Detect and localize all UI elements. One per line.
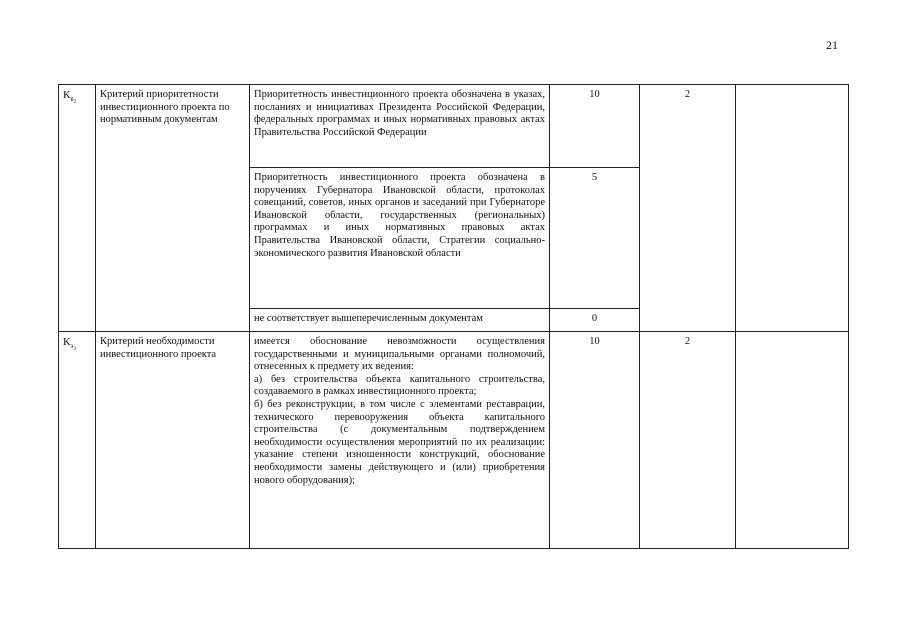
page-number: 21 (826, 38, 838, 52)
option-score-cell (550, 332, 640, 549)
option-score-cell (550, 309, 640, 332)
option-description-cell (250, 332, 550, 549)
criterion-weight-cell (640, 85, 736, 332)
criterion-code-subscript: в (70, 95, 74, 103)
option-description: Приоритетность инвестиционного проекта обозначена в поручениях Губернатора Ивановской области, протоколах совещаний, советов, иных органов и заседаний при Губернаторе Ивановской области, государственных (региональных) программах и иных нормативных правовых актах Правительства Ивановской области, Стратегии социально-экономического развития Ивановской области (254, 172, 545, 259)
table-row (59, 85, 849, 168)
criterion-code-subscript-index: 3 (73, 347, 76, 352)
option-description-cell (250, 168, 550, 309)
criterion-name: Критерий приоритетности инвестиционного проекта по нормативным документам (100, 89, 230, 126)
table-row (59, 332, 849, 549)
criterion-name-cell (96, 85, 250, 332)
option-score: 10 (589, 336, 600, 347)
option-description-line: б) без реконструкции, в том числе с элементами реставрации, технического перевооружения объекта капитального строительства (с документальным подтверждением необходимости осуществления мероприятий по их реализации: указание степени изношенности конструкций, обоснование необходимости замены действующего и (или) приобретения нового оборудования); (254, 398, 545, 486)
criterion-code-cell (59, 85, 96, 332)
option-description-cell (250, 85, 550, 168)
option-description: не соответствует вышеперечисленным документам (254, 313, 483, 324)
criterion-code-subscript: э (70, 342, 74, 350)
empty-cell (736, 85, 849, 332)
criterion-code: К (63, 89, 71, 101)
option-score: 5 (591, 172, 598, 183)
criterion-code-subscript-index: 2 (73, 100, 77, 105)
criterion-weight-cell (640, 332, 736, 549)
option-score: 10 (589, 89, 600, 100)
option-description-line: а) без строительства объекта капитального строительства, создаваемого в рамках инвестиционного проекта; (254, 373, 545, 398)
criterion-name: Критерий необходимости инвестиционного проекта (100, 336, 217, 360)
criterion-weight: 2 (684, 336, 691, 347)
option-score: 0 (591, 313, 598, 324)
criterion-code-cell (59, 332, 96, 549)
criterion-code: К (63, 336, 71, 348)
option-score-cell (550, 85, 640, 168)
criteria-table (58, 84, 849, 549)
criterion-name-cell (96, 332, 250, 549)
option-description-cell (250, 309, 550, 332)
empty-cell (736, 332, 849, 549)
option-description: Приоритетность инвестиционного проекта обозначена в указах, посланиях и инициативах Президента Российской Федерации, федеральных программах и иных нормативных правовых актах Правительства Российской Федерации (254, 89, 545, 138)
option-score-cell (550, 168, 640, 309)
option-description-line: имеется обоснование невозможности осуществления государственными и муниципальными органами полномочий, отнесенных к предмету их ведения: (254, 336, 545, 373)
criterion-weight: 2 (684, 89, 691, 100)
